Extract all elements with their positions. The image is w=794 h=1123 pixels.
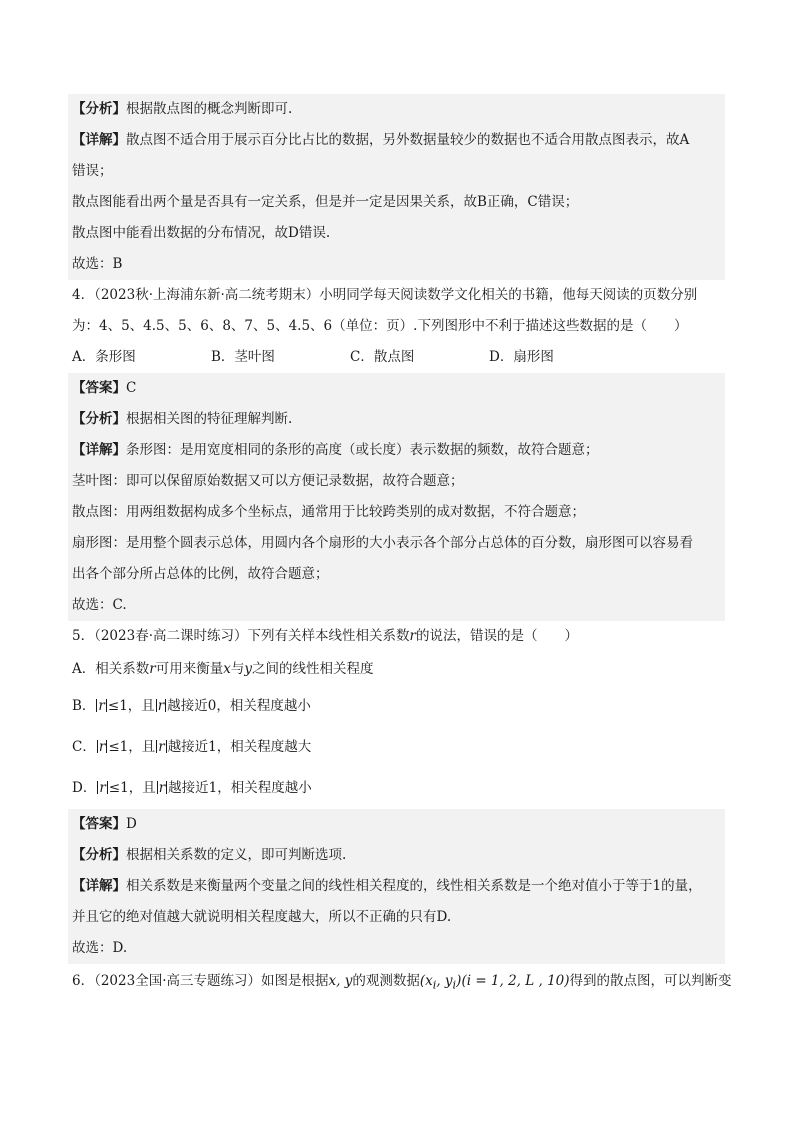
q6-subscript-i: i	[452, 978, 457, 992]
detail-tag: 【详解】	[72, 132, 126, 148]
le1-and-text: ≤1，且	[107, 698, 155, 714]
q5-answer-line	[68, 809, 725, 840]
q5-detail-line-1	[68, 871, 725, 902]
abs-bar	[97, 740, 98, 753]
q6-pair-open: (x	[419, 973, 433, 989]
abs-bar	[107, 781, 108, 794]
q3-detail-text-1: 散点图不适合用于展示百分比占比的数据，另外数据量较少的数据也不适合用散点图表示，故A	[126, 132, 690, 148]
q5-stem-text-b: 的说法，错误的是（ ）	[415, 628, 578, 644]
abs-bar	[166, 740, 167, 753]
r-symbol: r	[99, 780, 106, 796]
q5-detail-line-2: 并且它的绝对值越大就说明相关程度越大，所以不正确的只有D.	[68, 902, 725, 933]
q4-stem-line-2: 为：4、5、4.5、5、6、8、7、5、4.5、6（单位：页）.下列图形中不利于描述这些数据的是（ ）	[72, 318, 688, 334]
q4-option-b: B．茎叶图	[211, 349, 275, 365]
q4-detail-line-1	[68, 435, 725, 466]
q5-stem-text-a: 5．（2023春·高二课时练习）下列有关样本线性相关系数	[72, 628, 410, 644]
q4-answer-line	[68, 373, 725, 404]
q6-pair-close: )	[456, 973, 462, 989]
q5-opt-a-y: y	[244, 661, 252, 677]
q4-stem-line-1: 4．（2023秋·上海浦东新·高二统考期末）小明同学每天阅读数学文化相关的书籍，他每天阅读的页数分别	[72, 287, 698, 303]
q3-analysis-text: 根据散点图的概念判断即可.	[126, 101, 293, 117]
q3-answer-choice: 故选：B	[68, 249, 725, 280]
q5-opt-c-text: 越接近1，相关程度越大	[167, 739, 312, 755]
q5-stem-line	[68, 621, 725, 652]
q5-opt-b-label: B．	[72, 698, 96, 714]
q5-stem-r: r	[409, 628, 416, 644]
q5-opt-a-x: x	[223, 661, 231, 677]
r-symbol: r	[158, 780, 166, 796]
q5-opt-a-text-1: A．相关系数	[72, 661, 150, 677]
q4-detail-line-3: 散点图：用两组数据构成多个坐标点，通常用于比较跨类别的成对数据，不符合题意；	[68, 497, 725, 528]
answer-tag: 【答案】	[72, 816, 126, 832]
abs-bar	[157, 781, 158, 794]
q3-detail-line-1	[68, 125, 725, 156]
le1-and-text: ≤1，且	[108, 780, 156, 796]
abs-bar	[156, 699, 157, 712]
q5-opt-c-label: C．	[72, 739, 96, 755]
q4-analysis-line	[68, 404, 725, 435]
q6-stem-line	[68, 964, 732, 998]
q6-pair-y: , y	[436, 973, 453, 989]
q4-detail-line-5: 出各个部分所占总体的比例，故符合题意；	[68, 559, 725, 590]
q3-detail-line-4: 散点图中能看出数据的分布情况，故D错误.	[68, 218, 725, 249]
q5-opt-a-text-3: 与	[230, 661, 245, 677]
detail-tag: 【详解】	[72, 442, 126, 458]
le1-and-text: ≤1，且	[108, 739, 156, 755]
document-content	[68, 94, 732, 998]
answer-tag: 【答案】	[72, 380, 126, 396]
q4-detail-text-1: 条形图：是用宽度相同的条形的高度（或长度）表示数据的频数，故符合题意；	[126, 442, 599, 458]
q6-subscript-i: i	[432, 978, 437, 992]
q5-detail-text-1: 相关系数是来衡量两个变量之间的线性相关程度的，线性相关系数是一个绝对值小于等于1的量，	[126, 878, 702, 894]
q4-options	[68, 342, 725, 373]
q6-pair	[419, 973, 462, 992]
q5-opt-a-text-4: 之间的线性相关程度	[251, 661, 374, 677]
r-symbol: r	[158, 739, 165, 755]
analysis-tag: 【分析】	[72, 411, 126, 427]
analysis-tag: 【分析】	[72, 101, 126, 117]
q3-analysis-line	[68, 94, 725, 125]
r-symbol: r	[157, 698, 165, 714]
analysis-tag: 【分析】	[72, 847, 126, 863]
q4-answer-choice: 故选：C.	[68, 590, 725, 621]
q4-option-c: C．散点图	[350, 349, 415, 365]
detail-tag: 【详解】	[72, 878, 126, 894]
q5-opt-a-text-2: 可用来衡量	[155, 661, 224, 677]
q5-analysis-text: 根据相关系数的定义，即可判断选项.	[126, 847, 347, 863]
r-symbol: r	[98, 739, 106, 755]
q5-option-d	[68, 768, 725, 809]
q5-option-a	[68, 652, 725, 686]
q6-stem-text-b: 的观测数据	[352, 973, 420, 989]
q6-stem-text-c: 得到的散点图，可以判断变	[569, 973, 732, 989]
q5-opt-a-r: r	[149, 661, 156, 677]
q4-answer: C	[126, 380, 137, 396]
q4-option-a: A．条形图	[72, 349, 136, 365]
q5-answer-choice: 故选：D.	[68, 933, 725, 964]
q5-opt-d-text: 越接近1，相关程度越小	[168, 780, 312, 796]
q5-opt-b-text: 越接近0，相关程度越小	[167, 698, 311, 714]
q5-analysis-line	[68, 840, 725, 871]
q3-detail-line-2: 错误；	[68, 156, 725, 187]
q4-analysis-text: 根据相关图的特征理解判断.	[126, 411, 293, 427]
q3-detail-line-3: 散点图能看出两个量是否具有一定关系，但是并一定是因果关系，故B正确，C错误；	[68, 187, 725, 218]
q6-xy: x, y	[328, 973, 353, 989]
q4-option-d: D．扇形图	[489, 349, 554, 365]
q5-answer: D	[126, 816, 137, 832]
q4-detail-line-4: 扇形图：是用整个圆表示总体，用圆内各个扇形的大小表示各个部分占总体的百分数，扇形图可以容易看	[68, 528, 725, 559]
q5-option-c	[68, 727, 725, 768]
q5-option-b	[68, 686, 725, 727]
q6-stem-text-a: 6．（2023全国·高三专题练习）如图是根据	[72, 973, 329, 989]
abs-bar	[106, 699, 107, 712]
r-symbol: r	[98, 698, 105, 714]
q4-detail-line-2: 茎叶图：即可以保留原始数据又可以方便记录数据，故符合题意；	[68, 466, 725, 497]
q6-index-range: (i = 1, 2, L , 10)	[461, 973, 570, 989]
q5-opt-d-label: D．	[72, 780, 97, 796]
